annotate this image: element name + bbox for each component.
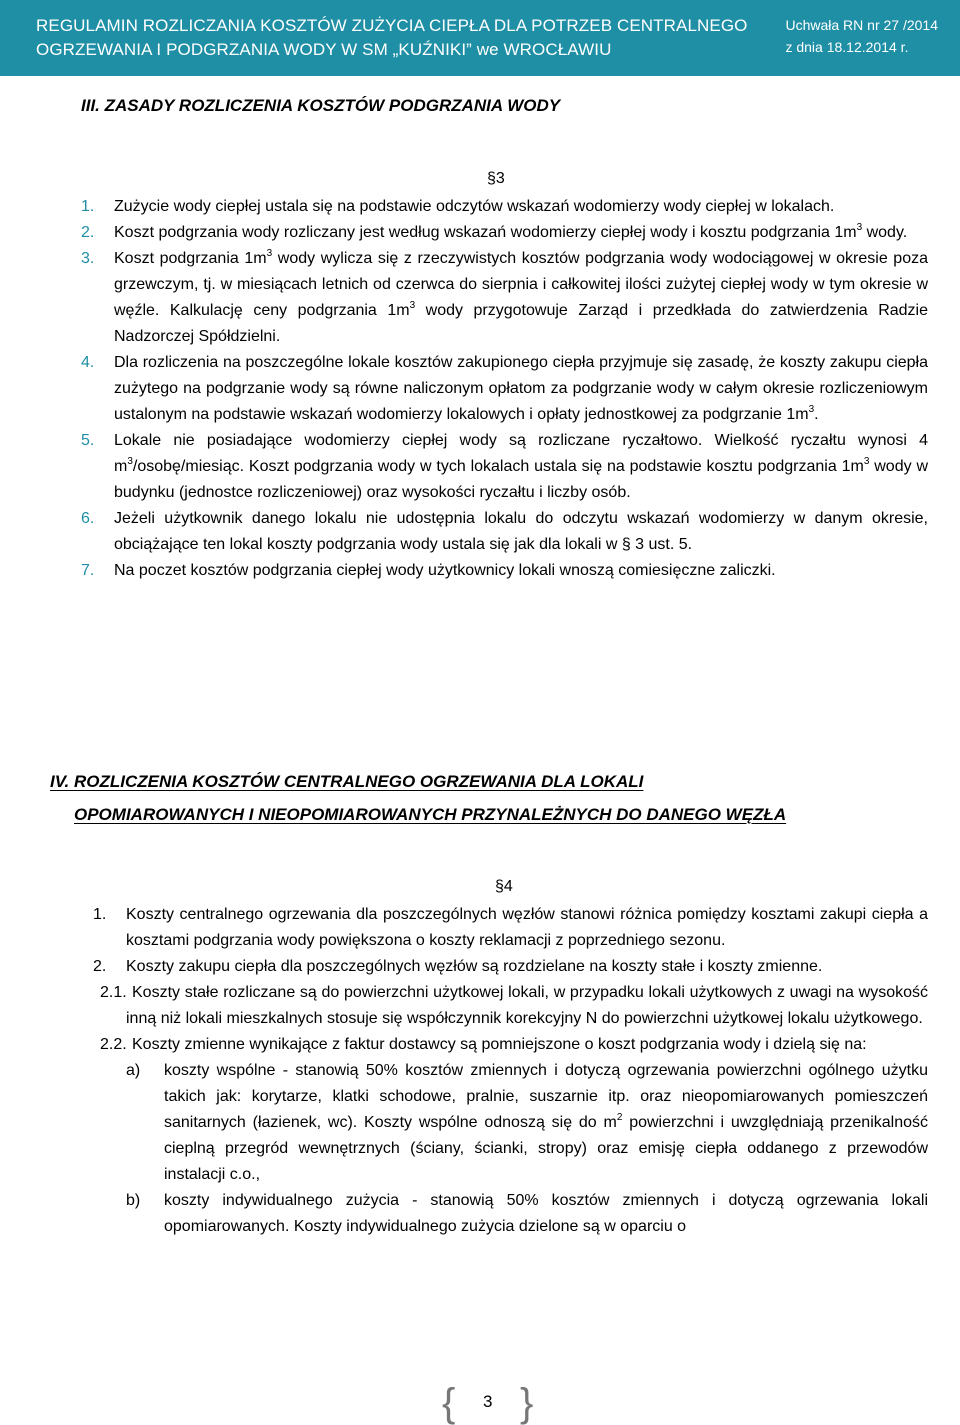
item-text: Koszty centralnego ogrzewania dla poszczególnych węzłów stanowi różnica pomiędzy kosztami zakupi ciepła a kosztami podgrzania wody powiększona o koszty reklamacji z poprzedniego sezonu. [126,906,928,949]
item-number: 2. [81,224,95,241]
item-text: wody przygotowuje Zarząd i przedkłada do zatwierdzenia Radzie Nadzorczej Spółdzielni. [114,302,928,345]
list-item [81,246,928,350]
section-4-title: IV. ROZLICZENIA KOSZTÓW CENTRALNEGO OGRZEWANIA DLA LOKALI [50,772,644,791]
item-text: wody wylicza się z rzeczywistych kosztów podgrzania wody wodociągowej w okresie poza grzewczym, tj. w miesiącach letnich od czerwca do sierpnia i całkowitej ilości zużytej ciepłej wody w tym okresie w węźle. Kalkulację ceny podgrzania 1m [114,250,928,319]
item-text: Dla rozliczenia na poszczególne lokale kosztów zakupionego ciepła przyjmuje się zasadę, że koszty zakupu ciepła zużytego na podgrzanie wody są równe naliczonym opłatom za podgrzanie wody w całym okresie rozliczeniowym ustalonym na podstawie wskazań wodomierzy lokalowych i opłaty jednostkowej za podgrzanie 1m [114,354,928,423]
item-number: 1. [93,906,107,923]
list-item [126,1188,928,1240]
paragraph-number: 4 [503,878,513,895]
item-text: wody. [862,224,908,241]
regulation-title-line1: REGULAMIN ROZLICZANIA KOSZTÓW ZUŻYCIA CIEPŁA DLA POTRZEB CENTRALNEGO [36,16,748,35]
item-number: 2.1. [100,984,127,1001]
section-3-paragraph-mark: §3 [487,170,505,187]
item-number: 7. [81,562,95,579]
item-text: koszty wspólne - stanowią 50% kosztów zmiennych i dotyczą ogrzewania powierzchni ogólnego użytku takich jak: korytarze, klatki schodowe, pralnie, suszarnie itp. oraz nieopomiarowanych pomieszczeń sanitarnych (łazienek, wc). Koszty wspólne odnoszą się do m [164,1062,928,1131]
item-text: Jeżeli użytkownik danego lokalu nie udostępnia lokalu do odczytu wskazań wodomierzy w danym okresie, obciążające ten lokal koszty podgrzania wody ustala się jak dla lokali w § 3 ust. 5. [114,510,928,553]
regulation-title-line2: OGRZEWANIA I PODGRZANIA WODY W SM „KUŹNIKI” we WROCŁAWIU [36,40,612,59]
superscript: 3 [863,456,870,467]
page-number: 3 [483,1392,493,1411]
item-text: koszty indywidualnego zużycia - stanowią 50% kosztów zmiennych i dotyczą ogrzewania lokali opomiarowanych. Koszty indywidualnego zużycia dzielone są w oparciu o [164,1192,928,1235]
item-number: 2.2. [100,1036,127,1053]
item-text: Koszty zmienne wynikające z faktur dostawcy są pomniejszone o koszt podgrzania wody i dzielą się na: [132,1036,867,1053]
item-text: wody w budynku (jednostce rozliczeniowej) oraz wysokości ryczałtu i liczby osób. [114,458,929,501]
superscript: 3 [856,222,863,233]
item-text: Koszty stałe rozliczane są do powierzchni użytkowej lokali, w przypadku lokali użytkowych z uwagi na wysokość inną niż lokali mieszkalnych stosuje się współczynnik korekcyjny N do powierzchni użytkowej lokalu użytkowego. [126,984,928,1027]
section-4-paragraph-mark: §4 [495,878,513,895]
resolution-info [785,14,938,58]
resolution-date: z dnia 18.12.2014 r. [785,39,909,55]
item-text: Koszty zakupu ciepła dla poszczególnych węzłów są rozdzielane na koszty stałe i koszty zmienne. [126,958,823,975]
list-item [81,506,928,558]
footer-left-brace: { [442,1381,456,1425]
list-item [81,350,928,428]
section-3-list [81,194,929,584]
item-number: 4. [81,354,95,371]
list-item [81,558,928,584]
list-item [93,954,928,980]
item-letter: b) [126,1192,141,1209]
item-text: powierzchni i uwzględniają przenikalność cieplną przegród wewnętrznych (ściany, ścianki, stropy) oraz emisję ciepła oddanego z przewodów instalacji c.o., [164,1114,928,1183]
superscript: 3 [409,300,416,311]
item-text: Koszt podgrzania wody rozliczany jest według wskazań wodomierzy ciepłej wody i kosztu podgrzania 1m [114,224,857,241]
section-3-title: III. ZASADY ROZLICZENIA KOSZTÓW PODGRZANIA WODY [81,96,561,115]
list-item [100,1032,928,1058]
footer-right-brace: } [520,1381,534,1425]
list-item [126,1058,928,1188]
list-item [81,428,929,506]
item-letter: a) [126,1062,141,1079]
section-4-list [93,902,928,1240]
item-text: Zużycie wody ciepłej ustala się na podstawie odczytów wskazań wodomierzy wody ciepłej w lokalach. [114,198,835,215]
list-item [93,902,928,954]
item-number: 2. [93,958,107,975]
item-number: 6. [81,510,95,527]
superscript: 2 [616,1112,623,1123]
list-item [81,194,928,220]
item-number: 3. [81,250,95,267]
document-header [0,0,960,76]
item-text: Koszt podgrzania 1m [114,250,267,267]
regulation-title [36,14,747,62]
item-text: Na poczet kosztów podgrzania ciepłej wody użytkownicy lokali wnoszą comiesięczne zaliczki. [114,562,776,579]
superscript: 3 [266,248,273,259]
item-number: 5. [81,432,95,449]
item-number: 1. [81,198,95,215]
list-item [81,220,928,246]
item-text: . [814,406,819,423]
list-item [100,980,928,1032]
superscript: 3 [127,456,133,467]
superscript: 3 [808,404,815,415]
resolution-number: Uchwała RN nr 27 /2014 [785,17,938,33]
section-4-subtitle: OPOMIAROWANYCH I NIEOPOMIAROWANYCH PRZYNALEŻNYCH DO DANEGO WĘZŁA [74,805,787,824]
item-text: /osobę/miesiąc. Koszt podgrzania wody w tych lokalach ustala się na podstawie kosztu podgrzania 1m [132,458,864,475]
item-text: Lokale nie posiadające wodomierzy ciepłej wody są rozliczane ryczałtowo. Wielkość ryczałtu wynosi 4 m [114,432,928,475]
